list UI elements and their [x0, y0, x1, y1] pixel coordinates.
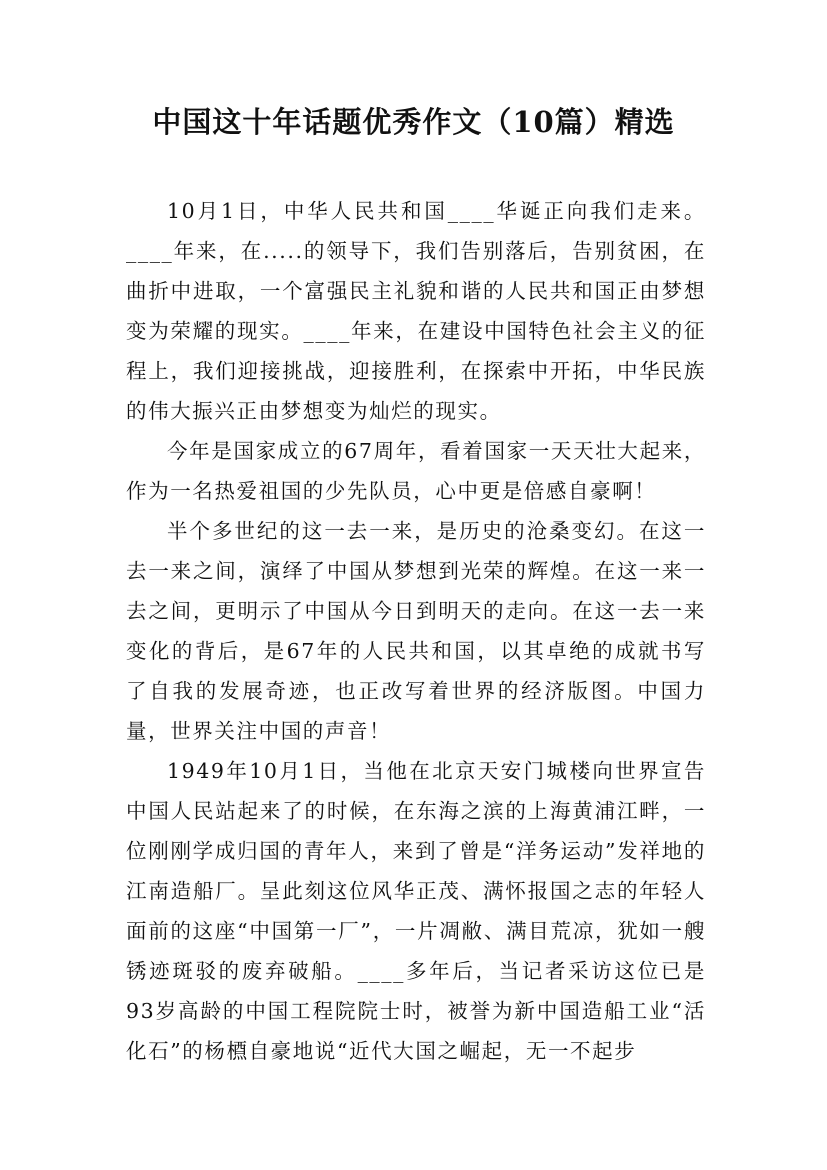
paragraph-2: 今年是国家成立的67周年，看着国家一天天壮大起来，作为一名热爱祖国的少先队员，心中更是倍感自豪啊！ [126, 439, 706, 503]
paragraph-3: 半个多世纪的这一去一来，是历史的沧桑变幻。在这一去一来之间，演绎了中国从梦想到光荣的辉煌。在这一来一去之间，更明示了中国从今日到明天的走向。在这一去一来变化的背后，是67年的人民共和国，以其卓绝的成就书写了自我的发展奇迹，也正改写着世界的经济版图。中国力量，世界关注中国的声音！ [126, 519, 706, 743]
document-body [126, 191, 706, 1071]
paragraph-1: 10月1日，中华人民共和国____华诞正向我们走来。____年来，在.....的领导下，我们告别落后，告别贫困，在曲折中进取，一个富强民主礼貌和谐的人民共和国正由梦想变为荣耀的现实。____年来，在建设中国特色社会主义的征程上，我们迎接挑战，迎接胜利，在探索中开拓，中华民族的伟大振兴正由梦想变为灿烂的现实。 [126, 199, 706, 423]
paragraph-4: 1949年10月1日，当他在北京天安门城楼向世界宣告中国人民站起来了的时候，在东海之滨的上海黄浦江畔，一位刚刚学成归国的青年人，来到了曾是“洋务运动”发祥地的江南造船厂。呈此刻这位风华正茂、满怀报国之志的年轻人面前的这座“中国第一厂”，一片凋敝、满目荒凉，犹如一艘锈迹斑驳的废弃破船。____多年后，当记者采访这位已是93岁高龄的中国工程院院士时，被誉为新中国造船工业“活化石”的杨槱自豪地说“近代大国之崛起，无一不起步 [126, 759, 706, 1063]
document-title: 中国这十年话题优秀作文（10篇）精选 [152, 105, 675, 139]
